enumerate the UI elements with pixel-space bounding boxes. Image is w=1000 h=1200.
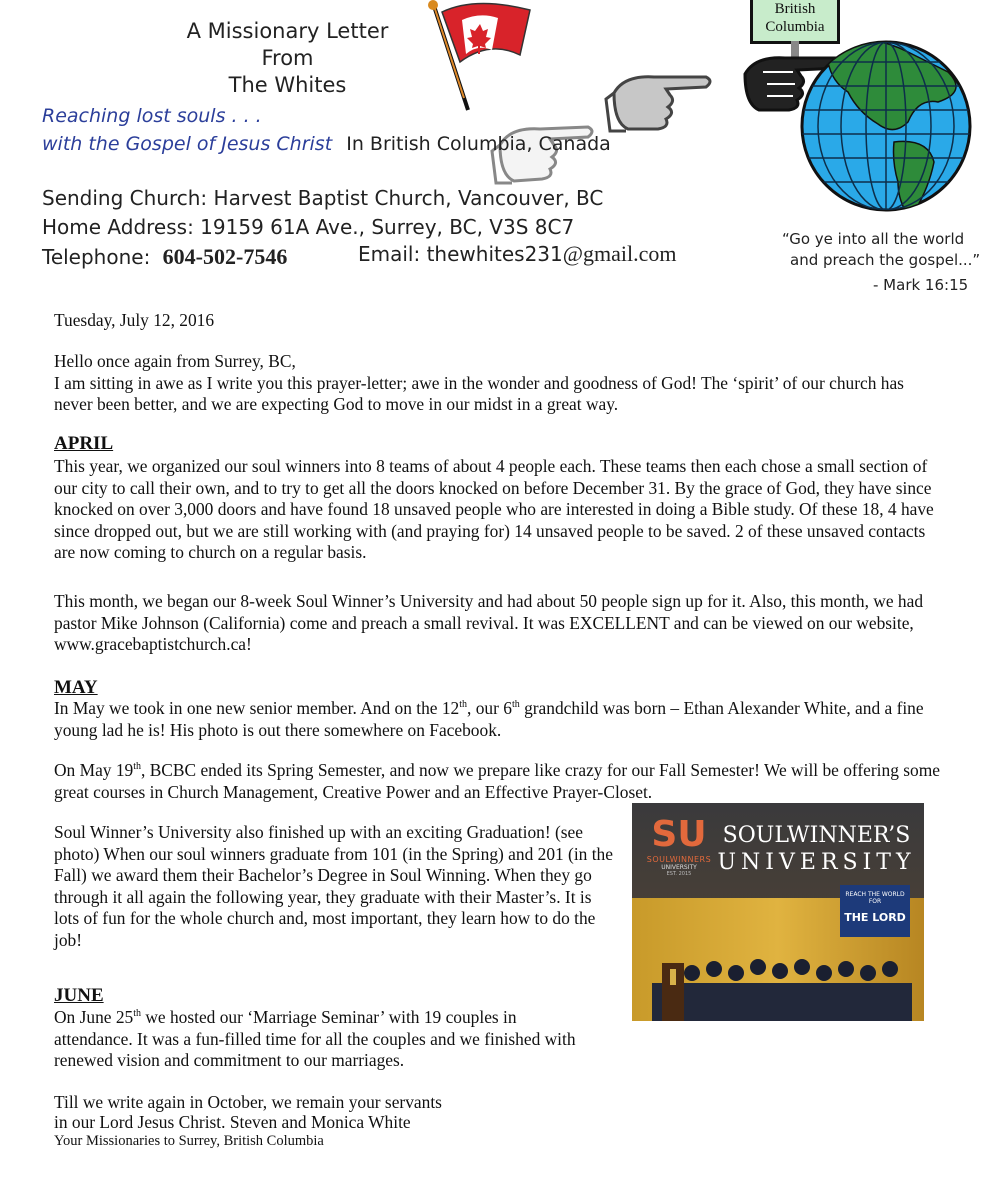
telephone-value: 604-502-7546 <box>162 244 288 269</box>
soulwinners-logo <box>644 815 714 877</box>
letter-title-line1: A Missionary Letter From <box>186 19 389 70</box>
signature: Your Missionaries to Surrey, British Columbia <box>54 1133 324 1149</box>
intro-block <box>54 351 946 416</box>
photo-banner <box>840 885 910 937</box>
may-p1-sup-1: th <box>459 699 468 711</box>
may-paragraph-1 <box>54 698 946 741</box>
sending-church-label: Sending Church: <box>42 186 208 210</box>
globe-icon <box>798 32 974 220</box>
banner-top: REACH THE WORLD FOR <box>845 891 905 905</box>
may-p1-sup-2: th <box>511 699 520 711</box>
telephone-row <box>42 242 722 272</box>
april-paragraph-1: This year, we organized our soul winners into 8 teams of about 4 people each. These teams then each chose a small section of our city to call their own, and to try to get all the doors knocked on before December 31. By the grace of God, they have since knocked on over 3,000 doors and have found 18 unsaved people who are interested in doing a Bible study. Of these 18, 4 have since dropped out, but we are still working with (and praying for) 14 unsaved people to be saved. 2 of these unsaved contacts are now coming to church on a regular basis. <box>54 456 934 562</box>
tagline-location: In British Columbia, Canada <box>346 133 611 155</box>
home-address-label: Home Address: <box>42 215 194 239</box>
closing-block <box>54 1092 654 1150</box>
april-heading: APRIL <box>54 433 114 454</box>
contact-block <box>42 184 722 272</box>
photo-title-line1: SOULWINNER’S <box>722 823 911 848</box>
home-address-row <box>42 213 722 242</box>
may-paragraph-2 <box>54 760 946 803</box>
june-p1-text-b: we hosted our ‘Marriage Seminar’ with 19 couples in attendance. It was a fun-filled time for all the couples and we finished with renewed vision and commitment to our marriages. <box>54 1007 576 1070</box>
april-paragraph-2: This month, we began our 8-week Soul Winner’s University and had about 50 people sign up for it. Also, this month, we had pastor Mike Johnson (California) come and preach a small revival. It was EXCELLENT and can be viewed on our website, www.gracebaptistchurch.ca! <box>54 591 924 654</box>
intro-paragraph: I am sitting in awe as I write you this prayer-letter; awe in the wonder and goodness of God! The ‘spirit’ of our church has never been better, and we are expecting God to move in our midst in a great way. <box>54 372 904 414</box>
graduation-photo <box>632 803 924 1021</box>
may-p2-sup: th <box>133 761 141 773</box>
logo-letters: SU <box>651 814 707 855</box>
verse-quote <box>778 229 988 296</box>
sending-church-row <box>42 184 722 213</box>
signpost-label-line2: Columbia <box>765 19 825 35</box>
tagline-line2: with the Gospel of Jesus Christ <box>42 133 333 155</box>
june-p1-text-a: On June 25 <box>54 1007 134 1027</box>
june-p1-sup: th <box>133 1008 141 1020</box>
may-p1-text-a: In May we took in one new senior member. And on the 12 <box>54 698 460 718</box>
telephone-label: Telephone: <box>42 245 151 269</box>
email-group[interactable] <box>358 239 677 269</box>
june-paragraph-1 <box>54 1007 946 1072</box>
photo-title <box>714 823 919 877</box>
logo-name: SOULWINNERS <box>646 855 712 864</box>
tagline <box>42 102 642 158</box>
closing-line1: Till we write again in October, we remain your servants <box>54 1092 442 1112</box>
letter-date: Tuesday, July 12, 2016 <box>54 310 215 330</box>
canada-flag-icon <box>420 0 540 115</box>
home-address-value: 19159 61A Ave., Surrey, BC, V3S 8C7 <box>200 215 575 239</box>
june-heading: JUNE <box>54 985 104 1006</box>
may-p2-text-a: On May 19 <box>54 760 134 780</box>
banner-main: THE LORD <box>844 911 906 924</box>
closing-line2: in our Lord Jesus Christ. Steven and Monica White <box>54 1112 411 1132</box>
may-paragraph-3: Soul Winner’s University also finished up with an exciting Graduation! (see photo) When our soul winners graduate from 101 (in the Spring) and 201 (in the Fall) we award them their Bachelor’s Degree in Soul Winning. When they go through it all again the following year, they graduate with their Master’s. It is lots of fun for the whole church and, most important, they learn how to do the job! <box>54 822 613 950</box>
verse-reference: - Mark 16:15 <box>873 276 969 294</box>
verse-line1: “Go ye into all the world <box>782 230 965 248</box>
logo-sub: UNIVERSITY <box>661 864 697 871</box>
may-heading: MAY <box>54 677 98 698</box>
tagline-line1: Reaching lost souls . . . <box>42 105 262 127</box>
may-p1-text-b: , our 6 <box>467 698 512 718</box>
letter-title <box>160 18 415 99</box>
sending-church-value: Harvest Baptist Church, Vancouver, BC <box>213 186 604 210</box>
verse-line2: and preach the gospel...” <box>790 251 981 269</box>
signpost-label-line1: British <box>774 1 816 17</box>
greeting: Hello once again from Surrey, BC, <box>54 351 296 371</box>
logo-est: EST. 2015 <box>666 871 692 877</box>
email-label: Email: <box>358 242 421 266</box>
letter-title-line2: The Whites <box>228 73 347 97</box>
email-domain: @gmail.com <box>562 241 677 266</box>
june-p1-first-line <box>54 1007 594 1072</box>
may-p2-text-b: , BCBC ended its Spring Semester, and now we prepare like crazy for our Fall Semester! We will be offering some great courses in Church Management, Creative Power and an Effective Prayer-Closet. <box>54 760 940 802</box>
photo-title-line2: UNIVERSITY <box>717 850 916 875</box>
may-p1-text-c: grandchild was born – Ethan Alexander White, and a fine young lad he is! His photo is out there somewhere on Facebook. <box>54 698 924 740</box>
email-user: thewhites231 <box>426 242 563 266</box>
